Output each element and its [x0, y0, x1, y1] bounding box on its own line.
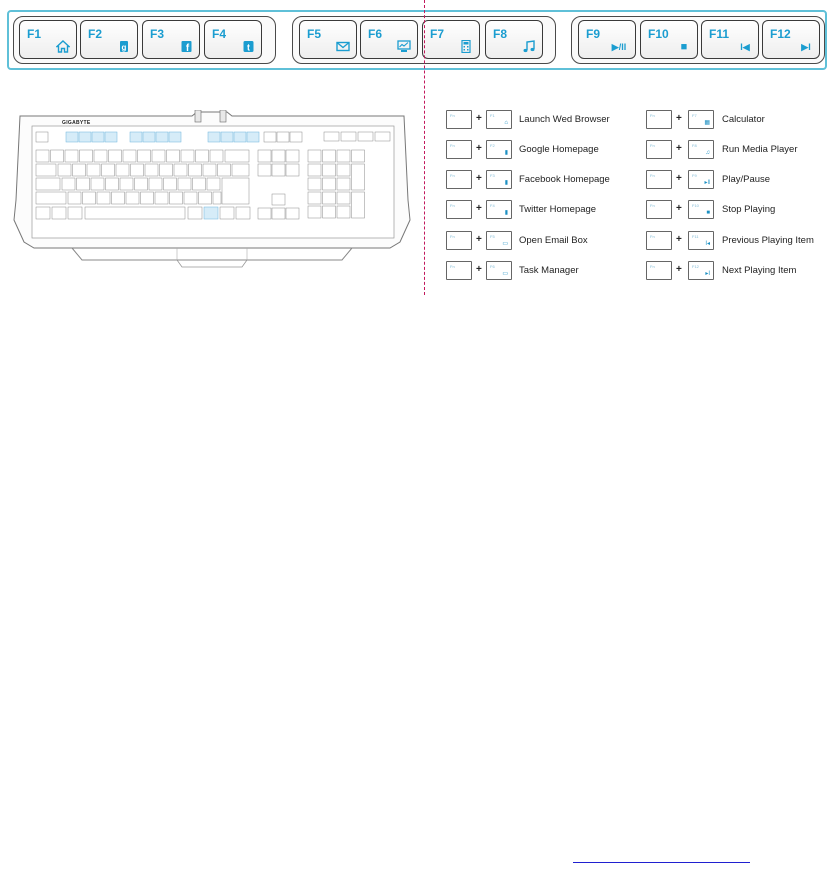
keyboard-key — [341, 132, 356, 141]
fn-key — [646, 200, 672, 219]
fn-label: Fn — [450, 203, 455, 208]
keyboard-key — [73, 164, 86, 176]
plus-sign: + — [476, 234, 482, 245]
keyboard-key — [80, 150, 93, 162]
keyboard-key — [193, 178, 206, 190]
keyboard-key — [234, 132, 246, 142]
music-note-icon — [521, 40, 537, 54]
previous-track-icon: I◀ — [740, 42, 750, 52]
keyboard-key — [323, 192, 336, 204]
legend-description: Facebook Homepage — [519, 174, 610, 185]
fkey-label: F3 — [150, 27, 165, 41]
keyboard-key — [141, 192, 154, 204]
key-label: F2 — [490, 143, 495, 148]
stop-icon: ■ — [706, 210, 710, 216]
fkey-label: F4 — [212, 27, 227, 41]
keyboard-key — [236, 207, 250, 219]
fn-label: Fn — [650, 264, 655, 269]
next-track-icon: ▸I — [705, 271, 710, 277]
legend-description: Next Playing Item — [722, 265, 797, 276]
keyboard-key — [178, 178, 191, 190]
key-label: F6 — [490, 264, 495, 269]
keyboard-key — [272, 150, 285, 162]
keyboard-key — [164, 178, 177, 190]
fkey-group-1 — [13, 16, 276, 64]
keyboard-key — [112, 192, 125, 204]
f9-key — [688, 170, 714, 189]
music-note-icon: ♫ — [705, 150, 710, 156]
calculator-icon: ▦ — [704, 120, 710, 126]
keyboard-key — [167, 150, 180, 162]
fn-label: Fn — [650, 143, 655, 148]
keyboard-key — [83, 192, 96, 204]
keyboard-key — [324, 132, 339, 141]
fn-key — [646, 140, 672, 159]
fn-key — [446, 261, 472, 280]
keyboard-key — [36, 178, 60, 190]
legend-description: Twitter Homepage — [519, 204, 597, 215]
keyboard-key — [116, 164, 129, 176]
plus-sign: + — [676, 173, 682, 184]
keyboard-key — [68, 207, 82, 219]
keyboard-key — [94, 150, 107, 162]
legend-row — [646, 200, 832, 222]
keyboard-key — [272, 164, 285, 176]
legend-description: Open Email Box — [519, 235, 588, 246]
keyboard-key — [36, 192, 66, 204]
keyboard-key — [352, 150, 365, 162]
fkey-label: F5 — [307, 27, 322, 41]
calculator-icon — [458, 40, 474, 54]
fn-key — [446, 200, 472, 219]
keyboard-key — [308, 150, 321, 162]
legend-row — [446, 231, 636, 253]
legend-row — [446, 200, 636, 222]
fn-label: Fn — [450, 173, 455, 178]
legend-description: Task Manager — [519, 265, 579, 276]
keyboard-key — [123, 150, 136, 162]
fkey-label: F11 — [709, 27, 730, 41]
keyboard-key — [51, 150, 64, 162]
keyboard-key — [272, 208, 285, 219]
keyboard-key — [65, 150, 78, 162]
fkey-f9 — [578, 20, 636, 59]
key-label: F11 — [692, 234, 699, 239]
keyboard-key — [337, 164, 350, 176]
keyboard-key — [130, 132, 142, 142]
keyboard-key — [188, 207, 202, 219]
keyboard-key — [79, 132, 91, 142]
keyboard-key — [277, 132, 289, 142]
f1-key — [486, 110, 512, 129]
play-pause-icon: ▶/II — [611, 42, 627, 52]
legend-description: Play/Pause — [722, 174, 771, 185]
twitter-icon: ▮ — [504, 210, 508, 216]
keyboard-key — [170, 192, 183, 204]
keyboard-key — [92, 132, 104, 142]
keyboard-key — [286, 150, 299, 162]
fn-label: Fn — [650, 173, 655, 178]
legend-description: Launch Wed Browser — [519, 114, 610, 125]
f4-key — [486, 200, 512, 219]
keyboard-key — [323, 150, 336, 162]
keyboard-key — [145, 164, 158, 176]
fn-key — [646, 170, 672, 189]
plus-sign: + — [476, 203, 482, 214]
plus-sign: + — [676, 143, 682, 154]
keyboard-key — [120, 178, 133, 190]
keyboard-key — [106, 178, 119, 190]
keyboard-key — [196, 150, 209, 162]
fn-label: Fn — [650, 203, 655, 208]
keyboard-key — [203, 164, 216, 176]
keyboard-key — [220, 207, 234, 219]
legend-row — [446, 110, 636, 132]
keyboard-key — [126, 192, 139, 204]
svg-text:g: g — [121, 43, 127, 52]
task-manager-icon: ▭ — [502, 271, 508, 277]
fn-key — [646, 110, 672, 129]
fn-label: Fn — [450, 143, 455, 148]
fkey-f12 — [762, 20, 820, 59]
keyboard-key — [143, 132, 155, 142]
keyboard-key — [308, 164, 321, 176]
function-key-strip — [7, 10, 827, 70]
keyboard-key — [207, 178, 220, 190]
keyboard-key — [221, 132, 233, 142]
plus-sign: + — [676, 113, 682, 124]
f7-key — [688, 110, 714, 129]
svg-text:f: f — [185, 43, 190, 53]
keyboard-key — [66, 132, 78, 142]
fkey-label: F10 — [648, 27, 669, 41]
fkey-f5 — [299, 20, 357, 59]
keyboard-key — [218, 164, 231, 176]
mail-icon — [335, 40, 351, 54]
keyboard-key — [352, 192, 365, 218]
keyboard-key — [213, 192, 221, 204]
keyboard-key — [156, 132, 168, 142]
facebook-icon: ▮ — [504, 180, 508, 186]
fkey-f11 — [701, 20, 759, 59]
legend-description: Stop Playing — [722, 204, 776, 215]
fn-key — [646, 231, 672, 250]
f6-key — [486, 261, 512, 280]
keyboard-key — [337, 192, 350, 204]
legend-row — [646, 140, 832, 162]
keyboard-key — [286, 164, 299, 176]
keyboard-key — [152, 150, 165, 162]
fkey-f2 — [80, 20, 138, 59]
keyboard-key — [375, 132, 390, 141]
keyboard-brand: GIGABYTE — [62, 120, 91, 126]
f5-key — [486, 231, 512, 250]
keyboard-key — [87, 164, 100, 176]
previous-track-icon: I◂ — [705, 241, 710, 247]
fkey-f10 — [640, 20, 698, 59]
svg-text:t: t — [247, 42, 250, 53]
keyboard-key — [36, 132, 48, 142]
keyboard-key — [337, 150, 350, 162]
dashed-divider — [424, 0, 425, 295]
keyboard-key — [210, 150, 223, 162]
keyboard-key — [199, 192, 212, 204]
keyboard-key — [258, 164, 271, 176]
task-manager-icon — [396, 40, 412, 54]
fkey-label: F1 — [27, 27, 42, 41]
google-icon — [116, 40, 132, 54]
fkey-label: F7 — [430, 27, 445, 41]
f8-key — [688, 140, 714, 159]
keyboard-key — [149, 178, 162, 190]
keyboard-key — [184, 192, 197, 204]
fkey-f6 — [360, 20, 418, 59]
fkey-label: F9 — [586, 27, 601, 41]
keyboard-key — [135, 178, 148, 190]
key-label: F8 — [692, 143, 697, 148]
fn-label: Fn — [650, 234, 655, 239]
fn-label: Fn — [450, 113, 455, 118]
fn-key — [446, 170, 472, 189]
keyboard-key — [204, 207, 218, 219]
key-label: F7 — [692, 113, 697, 118]
key-label: F9 — [692, 173, 697, 178]
keyboard-drawing — [12, 110, 412, 270]
legend-row — [646, 231, 832, 253]
keyboard-key — [155, 192, 168, 204]
keyboard-key — [36, 150, 49, 162]
fkey-f8 — [485, 20, 543, 59]
keyboard-key — [77, 178, 90, 190]
keyboard-key — [286, 208, 299, 219]
fn-key — [446, 231, 472, 250]
plus-sign: + — [676, 234, 682, 245]
keyboard-key — [323, 206, 336, 218]
f2-key — [486, 140, 512, 159]
fn-label: Fn — [650, 113, 655, 118]
plus-sign: + — [676, 203, 682, 214]
keyboard-key — [97, 192, 110, 204]
keyboard-key — [290, 132, 302, 142]
keyboard-key — [258, 150, 271, 162]
keyboard-key — [308, 192, 321, 204]
keyboard-key — [323, 178, 336, 190]
keyboard-key — [109, 150, 122, 162]
keyboard-key — [62, 178, 75, 190]
f12-key — [688, 261, 714, 280]
facebook-icon — [178, 40, 194, 54]
keyboard-key — [308, 206, 321, 218]
mail-icon: ▭ — [502, 241, 508, 247]
key-label: F1 — [490, 113, 495, 118]
fn-label: Fn — [450, 234, 455, 239]
plus-sign: + — [476, 113, 482, 124]
fkey-label: F8 — [493, 27, 508, 41]
keyboard-key — [131, 164, 144, 176]
f11-key — [688, 231, 714, 250]
keyboard-key — [247, 132, 259, 142]
keyboard-key — [36, 207, 50, 219]
keyboard-key — [337, 206, 350, 218]
keyboard-key — [105, 132, 117, 142]
legend-description: Previous Playing Item — [722, 235, 814, 246]
keyboard-key — [91, 178, 104, 190]
legend-row — [646, 261, 832, 283]
keyboard-key — [258, 208, 271, 219]
fkey-f1 — [19, 20, 77, 59]
stop-icon: ■ — [680, 41, 688, 53]
next-track-icon: ▶I — [801, 42, 811, 52]
keyboard-key — [308, 178, 321, 190]
keyboard-illustration — [12, 110, 412, 270]
fn-key — [446, 110, 472, 129]
fn-key — [446, 140, 472, 159]
twitter-icon — [240, 40, 256, 54]
keyboard-key — [208, 132, 220, 142]
f3-key — [486, 170, 512, 189]
legend-description: Run Media Player — [722, 144, 798, 155]
key-label: F4 — [490, 203, 495, 208]
legend-row — [646, 110, 832, 132]
google-icon: ▮ — [504, 150, 508, 156]
f10-key — [688, 200, 714, 219]
plus-sign: + — [476, 143, 482, 154]
key-label: F3 — [490, 173, 495, 178]
keyboard-key — [138, 150, 151, 162]
legend-row — [446, 170, 636, 192]
keyboard-key — [352, 164, 365, 190]
play-pause-icon: ▸ǁ — [704, 180, 710, 186]
legend-description: Google Homepage — [519, 144, 599, 155]
keyboard-key — [85, 207, 185, 219]
keyboard-key — [232, 164, 249, 176]
keyboard-key — [323, 164, 336, 176]
keyboard-key — [337, 178, 350, 190]
keyboard-key — [102, 164, 115, 176]
fn-label: Fn — [450, 264, 455, 269]
home-icon — [55, 40, 71, 54]
home-icon: ⌂ — [504, 120, 508, 126]
keyboard-key — [264, 132, 276, 142]
legend-row — [446, 140, 636, 162]
keyboard-key — [222, 178, 249, 204]
legend-description: Calculator — [722, 114, 765, 125]
keyboard-key — [68, 192, 81, 204]
fkey-label: F6 — [368, 27, 383, 41]
plus-sign: + — [476, 264, 482, 275]
fkey-f3 — [142, 20, 200, 59]
keyboard-key — [225, 150, 249, 162]
keyboard-key — [358, 132, 373, 141]
fn-key — [646, 261, 672, 280]
keyboard-key — [58, 164, 71, 176]
fkey-f7 — [422, 20, 480, 59]
fkey-label: F12 — [770, 27, 791, 41]
keyboard-key — [174, 164, 187, 176]
fkey-f4 — [204, 20, 262, 59]
keyboard-key — [52, 207, 66, 219]
legend-row — [446, 261, 636, 283]
legend-row — [646, 170, 832, 192]
plus-sign: + — [476, 173, 482, 184]
key-label: F10 — [692, 203, 699, 208]
plus-sign: + — [676, 264, 682, 275]
keyboard-key — [36, 164, 56, 176]
key-label: F12 — [692, 264, 699, 269]
keyboard-key — [169, 132, 181, 142]
fkey-label: F2 — [88, 27, 103, 41]
footer-link-underline[interactable] — [573, 862, 750, 863]
keyboard-key — [160, 164, 173, 176]
keyboard-key — [272, 194, 285, 205]
keyboard-key — [181, 150, 194, 162]
fkey-group-3 — [571, 16, 825, 64]
keyboard-key — [189, 164, 202, 176]
key-label: F5 — [490, 234, 495, 239]
